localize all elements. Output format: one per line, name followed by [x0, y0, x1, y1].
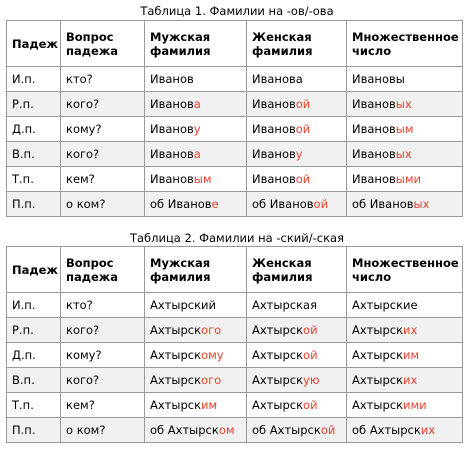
case-ending: ым	[395, 122, 414, 136]
case-ending: а	[193, 97, 201, 111]
case-cell: П.п.	[7, 192, 61, 217]
word-stem: об Ахтырск	[352, 423, 421, 437]
word-stem: Иванов	[252, 122, 296, 136]
table-row	[7, 167, 463, 192]
case-ending: ом	[218, 423, 235, 437]
case-cell: Д.п.	[7, 343, 61, 368]
table-row	[7, 142, 463, 167]
case-cell: Т.п.	[7, 393, 61, 418]
word-stem: Ахтырск	[150, 373, 202, 387]
case-cell: В.п.	[7, 368, 61, 393]
header-case: Падеж	[7, 21, 61, 67]
plural-form-cell	[347, 368, 463, 393]
header-plural: Множественное число	[347, 21, 463, 67]
feminine-form-cell	[247, 368, 347, 393]
word-stem: Ахтырск	[150, 348, 202, 362]
table-header-row	[7, 21, 463, 67]
plural-form-cell	[347, 318, 463, 343]
question-cell: кому?	[61, 117, 145, 142]
masculine-form-cell	[145, 192, 247, 217]
case-cell: Р.п.	[7, 92, 61, 117]
case-ending: ых	[413, 197, 430, 211]
question-cell: кому?	[61, 343, 145, 368]
header-question: Вопрос падежа	[61, 247, 145, 293]
feminine-form-cell	[247, 92, 347, 117]
table-row	[7, 393, 463, 418]
case-ending: а	[193, 147, 201, 161]
feminine-form-cell	[247, 142, 347, 167]
word-stem: Ахтырск	[252, 323, 304, 337]
masculine-form-cell	[145, 418, 247, 443]
surname-declension-table-skiy	[6, 246, 463, 443]
word-stem: Ахтырские	[352, 298, 418, 312]
case-ending: ыми	[395, 172, 421, 186]
feminine-form-cell	[247, 192, 347, 217]
word-stem: Иванов	[352, 122, 396, 136]
question-cell: кто?	[61, 67, 145, 92]
table-header-row	[7, 247, 463, 293]
feminine-form-cell	[247, 418, 347, 443]
question-cell: кого?	[61, 142, 145, 167]
word-stem: Ивановы	[352, 72, 405, 86]
plural-form-cell	[347, 142, 463, 167]
plural-form-cell	[347, 92, 463, 117]
header-question: Вопрос падежа	[61, 21, 145, 67]
masculine-form-cell	[145, 293, 247, 318]
feminine-form-cell	[247, 67, 347, 92]
case-ending: ой	[303, 398, 318, 412]
case-cell: Р.п.	[7, 318, 61, 343]
case-ending: им	[201, 398, 218, 412]
word-stem: Иванов	[150, 72, 194, 86]
case-ending: ых	[395, 97, 412, 111]
word-stem: Иванов	[150, 147, 194, 161]
masculine-form-cell	[145, 167, 247, 192]
feminine-form-cell	[247, 393, 347, 418]
word-stem: Иванов	[150, 172, 194, 186]
masculine-form-cell	[145, 393, 247, 418]
table-row	[7, 418, 463, 443]
table-row	[7, 343, 463, 368]
table-row	[7, 318, 463, 343]
question-cell: кем?	[61, 167, 145, 192]
question-cell: о ком?	[61, 418, 145, 443]
word-stem: Иванова	[252, 72, 303, 86]
plural-form-cell	[347, 192, 463, 217]
word-stem: Иванов	[352, 97, 396, 111]
case-ending: ому	[201, 348, 224, 362]
word-stem: Иванов	[352, 147, 396, 161]
word-stem: об Ахтырск	[252, 423, 321, 437]
word-stem: Ахтырский	[150, 298, 216, 312]
case-ending: ым	[193, 172, 212, 186]
case-ending: ой	[295, 172, 311, 186]
plural-form-cell	[347, 67, 463, 92]
header-plural: Множественное число	[347, 247, 463, 293]
case-ending: их	[403, 323, 418, 337]
question-cell: кто?	[61, 293, 145, 318]
word-stem: об Иванов	[150, 197, 212, 211]
feminine-form-cell	[247, 167, 347, 192]
word-stem: Ахтырская	[252, 298, 317, 312]
word-stem: Ахтырск	[352, 398, 404, 412]
plural-form-cell	[347, 343, 463, 368]
case-ending: ой	[303, 348, 318, 362]
case-ending: ого	[201, 323, 222, 337]
case-ending: ую	[303, 373, 320, 387]
question-cell: кем?	[61, 393, 145, 418]
word-stem: Иванов	[252, 147, 296, 161]
case-ending: у	[193, 122, 201, 136]
table1-caption: Таблица 1. Фамилии на -ов/-ова	[140, 4, 334, 18]
plural-form-cell	[347, 293, 463, 318]
word-stem: об Иванов	[352, 197, 414, 211]
case-ending: ой	[295, 97, 311, 111]
table-row	[7, 293, 463, 318]
plural-form-cell	[347, 393, 463, 418]
header-feminine: Женская фамилия	[247, 21, 347, 67]
table-row	[7, 368, 463, 393]
word-stem: об Иванов	[252, 197, 314, 211]
case-ending: ими	[403, 398, 427, 412]
case-cell: В.п.	[7, 142, 61, 167]
masculine-form-cell	[145, 92, 247, 117]
question-cell: кого?	[61, 368, 145, 393]
plural-form-cell	[347, 117, 463, 142]
word-stem: Ахтырск	[352, 348, 404, 362]
word-stem: Иванов	[252, 172, 296, 186]
case-ending: ой	[295, 122, 311, 136]
case-ending: ой	[303, 323, 318, 337]
case-ending: е	[211, 197, 219, 211]
masculine-form-cell	[145, 67, 247, 92]
table-row	[7, 117, 463, 142]
question-cell: кого?	[61, 318, 145, 343]
feminine-form-cell	[247, 318, 347, 343]
case-cell: И.п.	[7, 293, 61, 318]
surname-declension-table-ov	[6, 20, 463, 217]
masculine-form-cell	[145, 343, 247, 368]
case-cell: П.п.	[7, 418, 61, 443]
feminine-form-cell	[247, 293, 347, 318]
plural-form-cell	[347, 418, 463, 443]
case-ending: их	[420, 423, 436, 437]
feminine-form-cell	[247, 343, 347, 368]
case-ending: ой	[313, 197, 329, 211]
masculine-form-cell	[145, 142, 247, 167]
case-cell: Т.п.	[7, 167, 61, 192]
word-stem: Ахтырск	[252, 398, 304, 412]
case-ending: ых	[395, 147, 412, 161]
table2-caption: Таблица 2. Фамилии на -ский/-ская	[129, 231, 345, 245]
plural-form-cell	[347, 167, 463, 192]
word-stem: Иванов	[150, 122, 194, 136]
word-stem: об Ахтырск	[150, 423, 219, 437]
header-case: Падеж	[7, 247, 61, 293]
header-feminine: Женская фамилия	[247, 247, 347, 293]
table-row	[7, 192, 463, 217]
case-cell: Д.п.	[7, 117, 61, 142]
case-ending: ого	[201, 373, 222, 387]
header-masculine: Мужская фамилия	[145, 247, 247, 293]
case-ending: ой	[320, 423, 336, 437]
word-stem: Ахтырск	[150, 398, 202, 412]
table-row	[7, 92, 463, 117]
table-row	[7, 67, 463, 92]
word-stem: Ахтырск	[150, 323, 202, 337]
word-stem: Ахтырск	[252, 348, 304, 362]
word-stem: Иванов	[352, 172, 396, 186]
header-masculine: Мужская фамилия	[145, 21, 247, 67]
word-stem: Иванов	[150, 97, 194, 111]
word-stem: Ахтырск	[352, 373, 404, 387]
case-ending: у	[295, 147, 303, 161]
masculine-form-cell	[145, 318, 247, 343]
masculine-form-cell	[145, 117, 247, 142]
case-cell: И.п.	[7, 67, 61, 92]
word-stem: Ахтырск	[252, 373, 304, 387]
word-stem: Ахтырск	[352, 323, 404, 337]
question-cell: о ком?	[61, 192, 145, 217]
case-ending: их	[403, 373, 418, 387]
word-stem: Иванов	[252, 97, 296, 111]
case-ending: им	[403, 348, 420, 362]
masculine-form-cell	[145, 368, 247, 393]
feminine-form-cell	[247, 117, 347, 142]
question-cell: кого?	[61, 92, 145, 117]
